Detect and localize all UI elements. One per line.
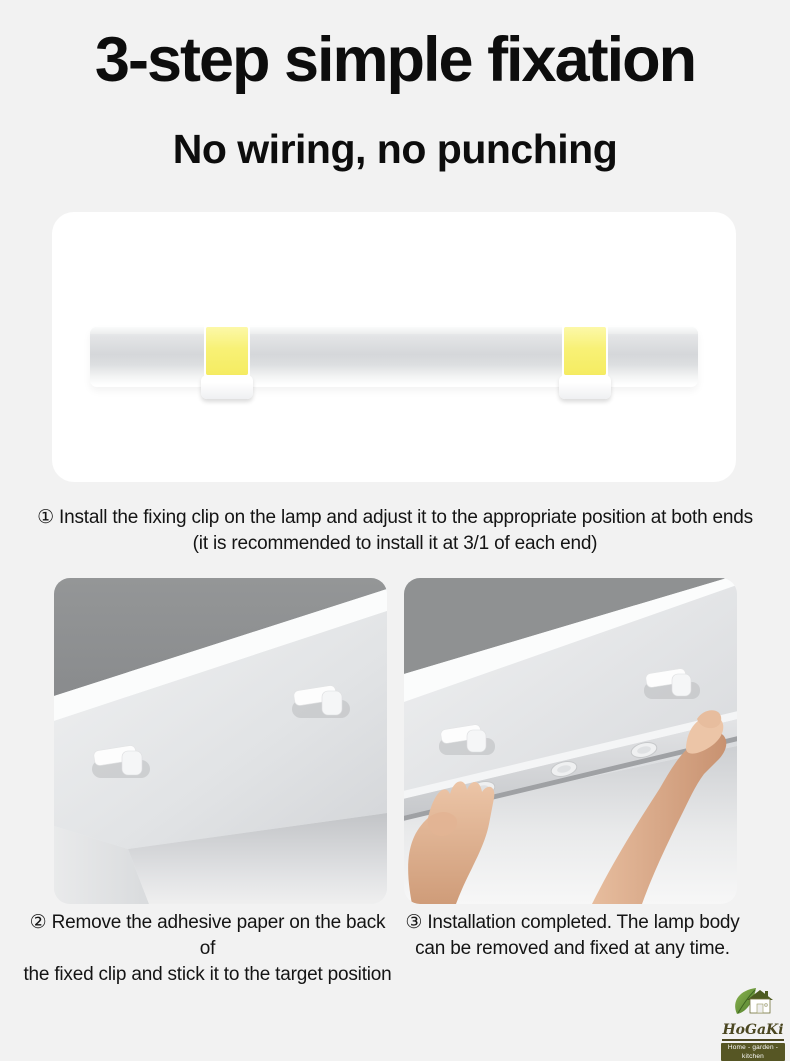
adhesive-pad-left — [206, 327, 248, 375]
installation-hands-illustration — [404, 578, 737, 904]
step-3-caption — [400, 910, 745, 962]
step-1-text-line1: Install the fixing clip on the lamp and adjust it to the appropriate position at both ends — [59, 507, 753, 528]
photo-installation-hands — [404, 578, 737, 904]
clip-band-left — [201, 375, 253, 399]
brand-tagline: Home - garden - kitchen — [721, 1043, 785, 1061]
brand-leaf-house-icon — [730, 986, 776, 1016]
step-3-text-line1: Installation completed. The lamp body — [427, 912, 740, 933]
step-1-number: ① — [37, 507, 54, 528]
step-2-text-line2: the fixed clip and stick it to the target position — [23, 964, 392, 985]
step-1-caption — [0, 505, 790, 557]
step-1-text-line2: (it is recommended to install it at 3/1 of each end) — [192, 533, 598, 554]
step-2-text-line1: Remove the adhesive paper on the back of — [51, 912, 386, 959]
fixing-clip-left — [204, 322, 250, 386]
lamp-bar-image — [90, 327, 698, 387]
step-3-text-line2: can be removed and fixed at any time. — [415, 938, 730, 959]
page-title: 3-step simple fixation — [94, 25, 696, 95]
step-3-number: ③ — [405, 912, 423, 933]
clips-under-cabinet-illustration — [54, 578, 387, 904]
photo-clips-under-cabinet — [54, 578, 387, 904]
page-subtitle: No wiring, no punching — [172, 126, 618, 172]
brand-logo — [716, 986, 790, 1061]
product-panel — [52, 212, 736, 482]
step-2-number: ② — [29, 912, 47, 933]
brand-name: HoGaKi — [722, 1023, 783, 1041]
fixing-clip-right — [562, 322, 608, 386]
clip-band-right — [559, 375, 611, 399]
adhesive-pad-right — [564, 327, 606, 375]
step-2-caption — [20, 910, 395, 988]
